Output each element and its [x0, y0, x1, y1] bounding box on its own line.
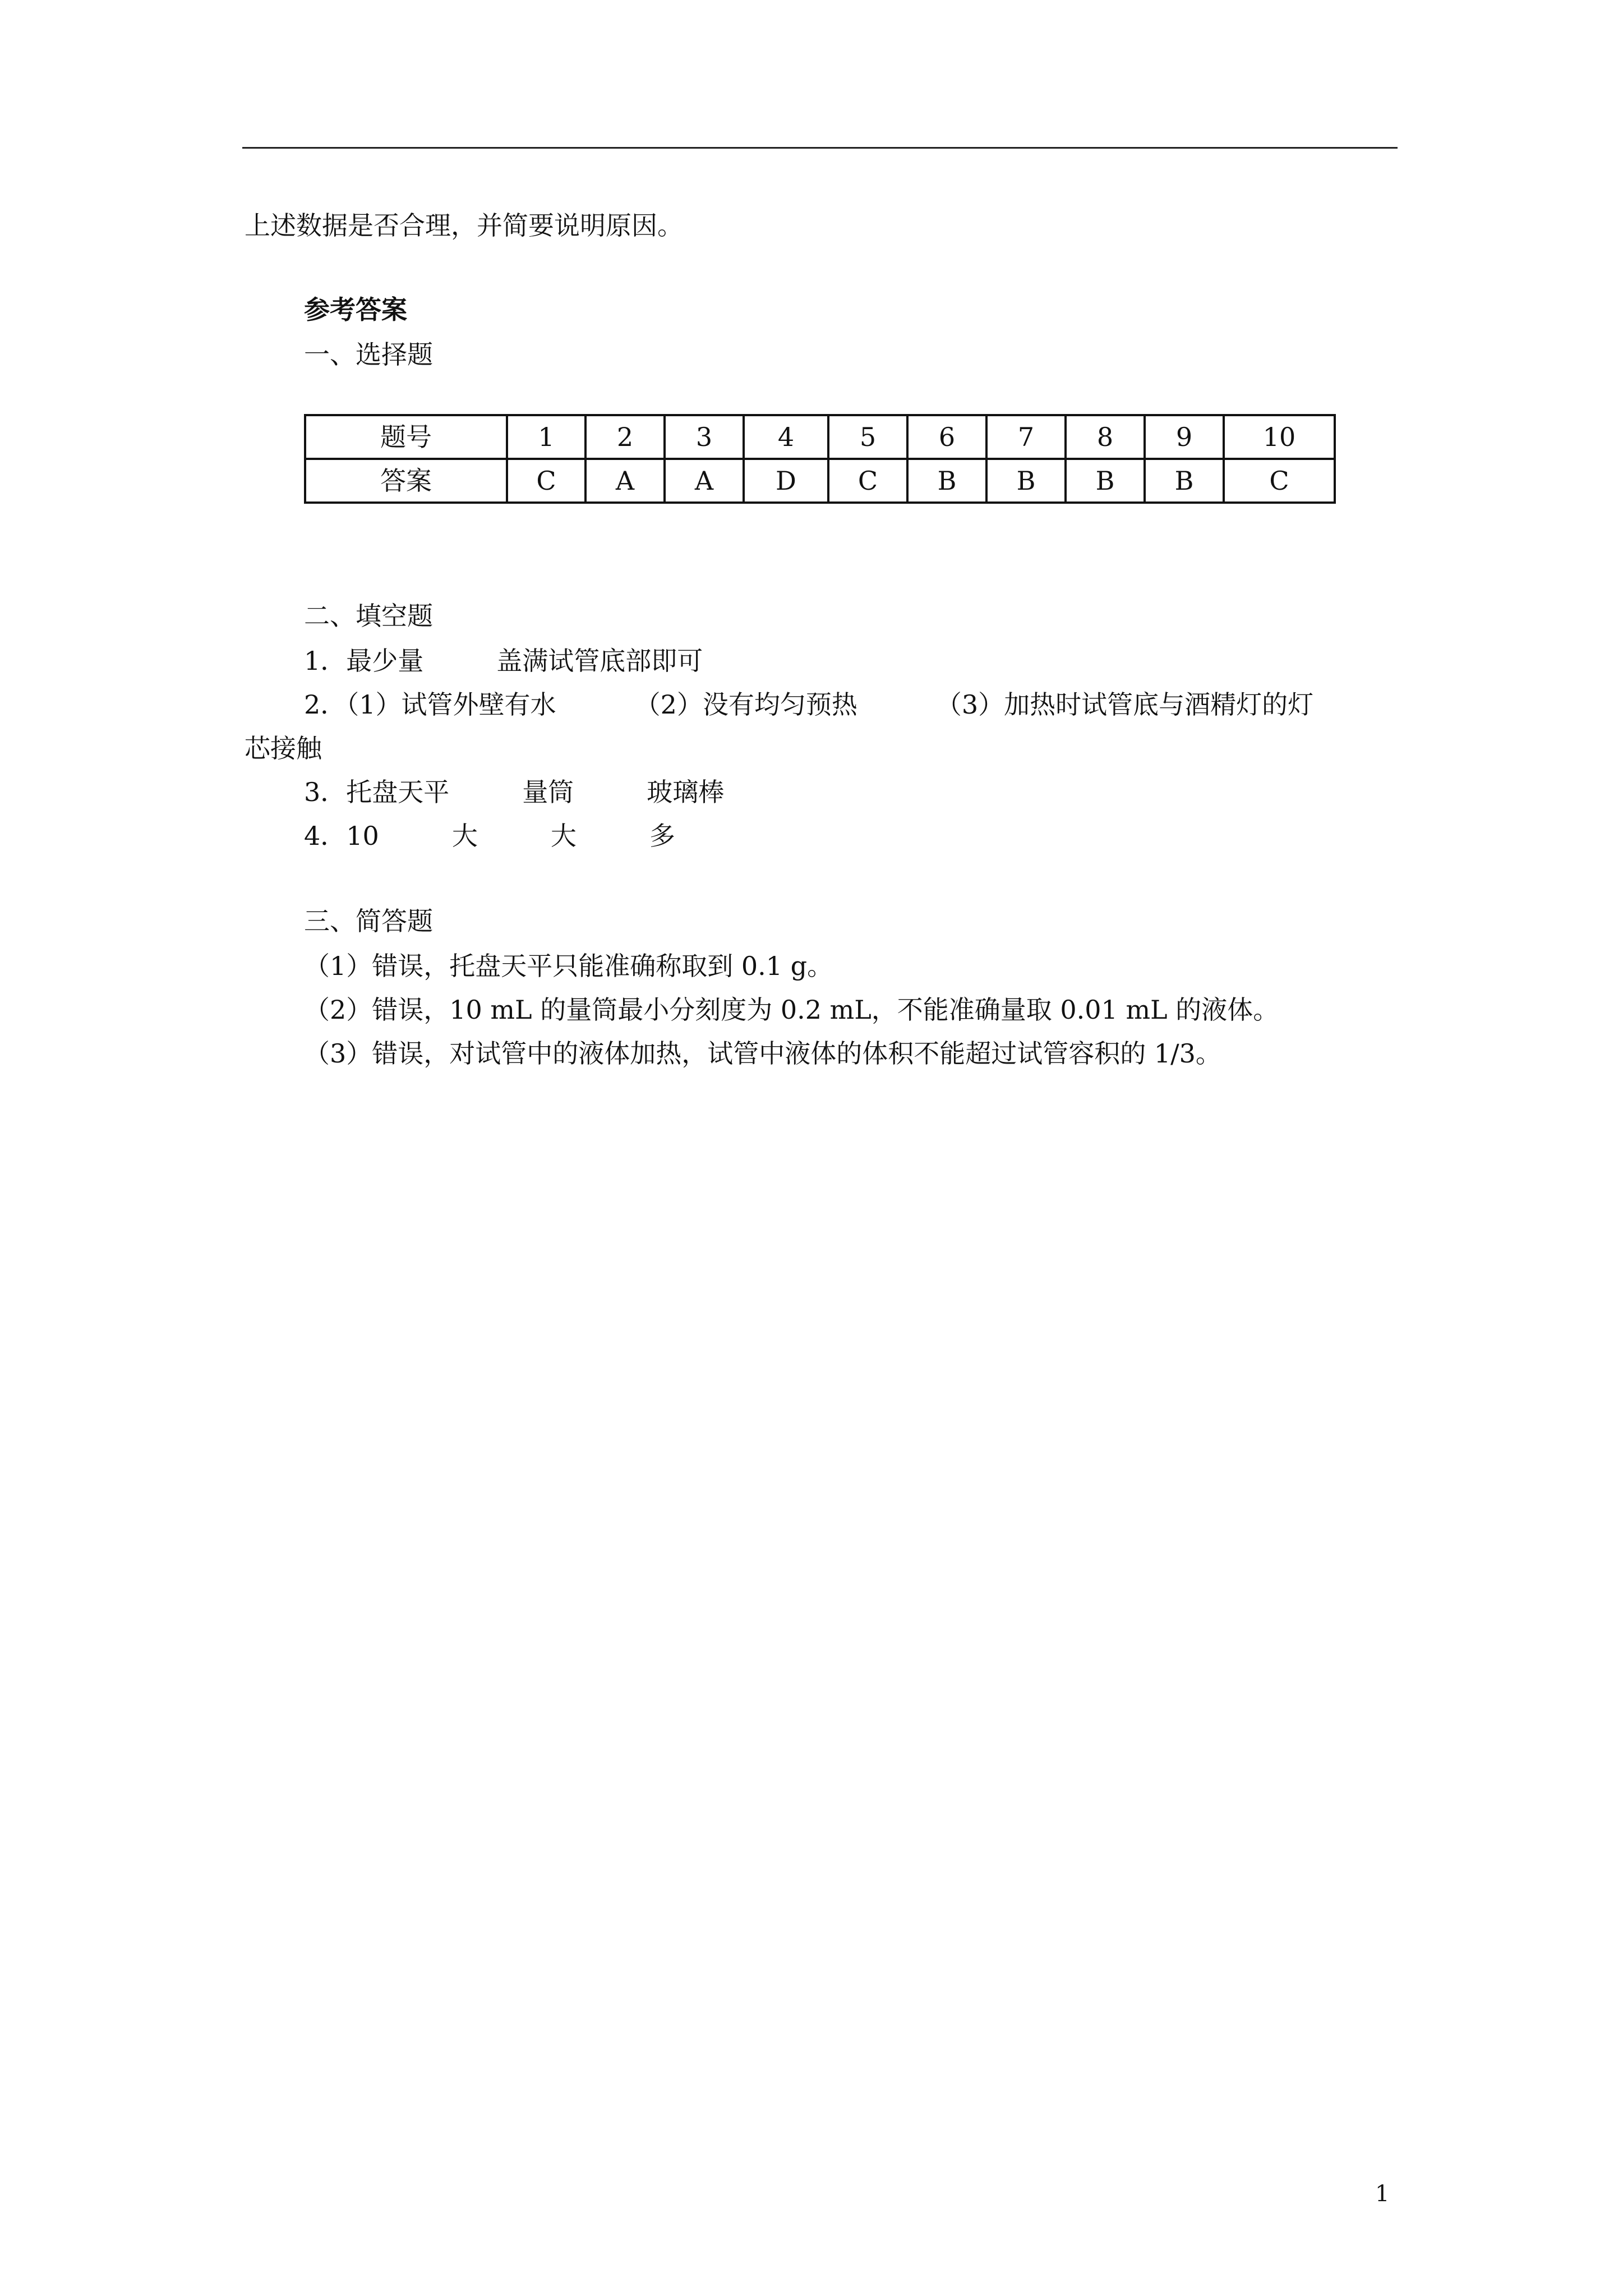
table-cell-number: 9	[1145, 415, 1224, 459]
table-cell-number: 1	[507, 415, 585, 459]
table-cell-number: 6	[907, 415, 986, 459]
answer-table	[304, 414, 1336, 504]
fill-item-answer: 量筒	[522, 777, 574, 807]
table-cell-answer: D	[744, 459, 828, 503]
fill-item-answer: 10	[346, 821, 379, 851]
fill-item-1	[304, 644, 703, 678]
fill-item-answer: 玻璃棒	[647, 777, 725, 807]
short-answer-3: （3）错误，对试管中的液体加热，试管中液体的体积不能超过试管容积的 1/3。	[304, 1038, 1221, 1069]
table-cell-answer: C	[1224, 459, 1335, 503]
fill-item-number: 2．	[304, 689, 347, 720]
fill-item-answer: 大	[451, 821, 478, 851]
fill-item-2-continuation: 芯接触	[245, 733, 322, 763]
fill-item-2	[304, 688, 1313, 721]
table-cell-answer: B	[986, 459, 1066, 503]
fill-item-answer: 托盘天平	[346, 777, 450, 807]
fill-item-4	[304, 819, 675, 853]
table-header-answers: 答案	[305, 459, 507, 503]
table-cell-answer: C	[507, 459, 585, 503]
fill-item-number: 3．	[304, 777, 347, 807]
intro-line: 上述数据是否合理，并简要说明原因。	[245, 210, 683, 241]
section2-title: 二、填空题	[304, 601, 433, 631]
table-cell-number: 4	[744, 415, 828, 459]
table-cell-answer: B	[1066, 459, 1145, 503]
table-row-numbers	[305, 415, 1335, 459]
fill-item-answer: 盖满试管底部即可	[496, 646, 703, 676]
table-cell-answer: A	[665, 459, 744, 503]
table-cell-number: 8	[1066, 415, 1145, 459]
table-cell-number: 7	[986, 415, 1066, 459]
short-answer-1: （1）错误，托盘天平只能准确称取到 0.1 g。	[304, 951, 833, 981]
fill-item-number: 4．	[304, 821, 347, 851]
fill-item-answer: 多	[649, 821, 675, 851]
table-header-numbers: 题号	[305, 415, 507, 459]
fill-item-answer: （2）没有均匀预热	[634, 689, 857, 720]
page-number: 1	[1375, 2181, 1390, 2207]
answer-heading: 参考答案	[304, 295, 407, 325]
section1-title: 一、选择题	[304, 339, 433, 370]
table-row-answers	[305, 459, 1335, 503]
table-cell-answer: A	[585, 459, 665, 503]
header-rule	[242, 147, 1398, 149]
fill-item-answer: 大	[550, 821, 577, 851]
section3-title: 三、简答题	[304, 906, 433, 936]
table-cell-answer: B	[907, 459, 986, 503]
fill-item-answer: （1）试管外壁有水	[346, 689, 556, 720]
table-cell-answer: C	[828, 459, 907, 503]
fill-item-answer: （3）加热时试管底与酒精灯的灯	[935, 689, 1314, 720]
fill-item-answer: 最少量	[346, 646, 424, 676]
table-cell-number: 3	[665, 415, 744, 459]
table-cell-answer: B	[1145, 459, 1224, 503]
table-cell-number: 5	[828, 415, 907, 459]
table-cell-number: 2	[585, 415, 665, 459]
fill-item-number: 1．	[304, 646, 347, 676]
table-cell-number: 10	[1224, 415, 1335, 459]
short-answer-2: （2）错误，10 mL 的量筒最小分刻度为 0.2 mL，不能准确量取 0.01 mL 的液体。	[304, 995, 1279, 1025]
fill-item-3	[304, 775, 724, 809]
